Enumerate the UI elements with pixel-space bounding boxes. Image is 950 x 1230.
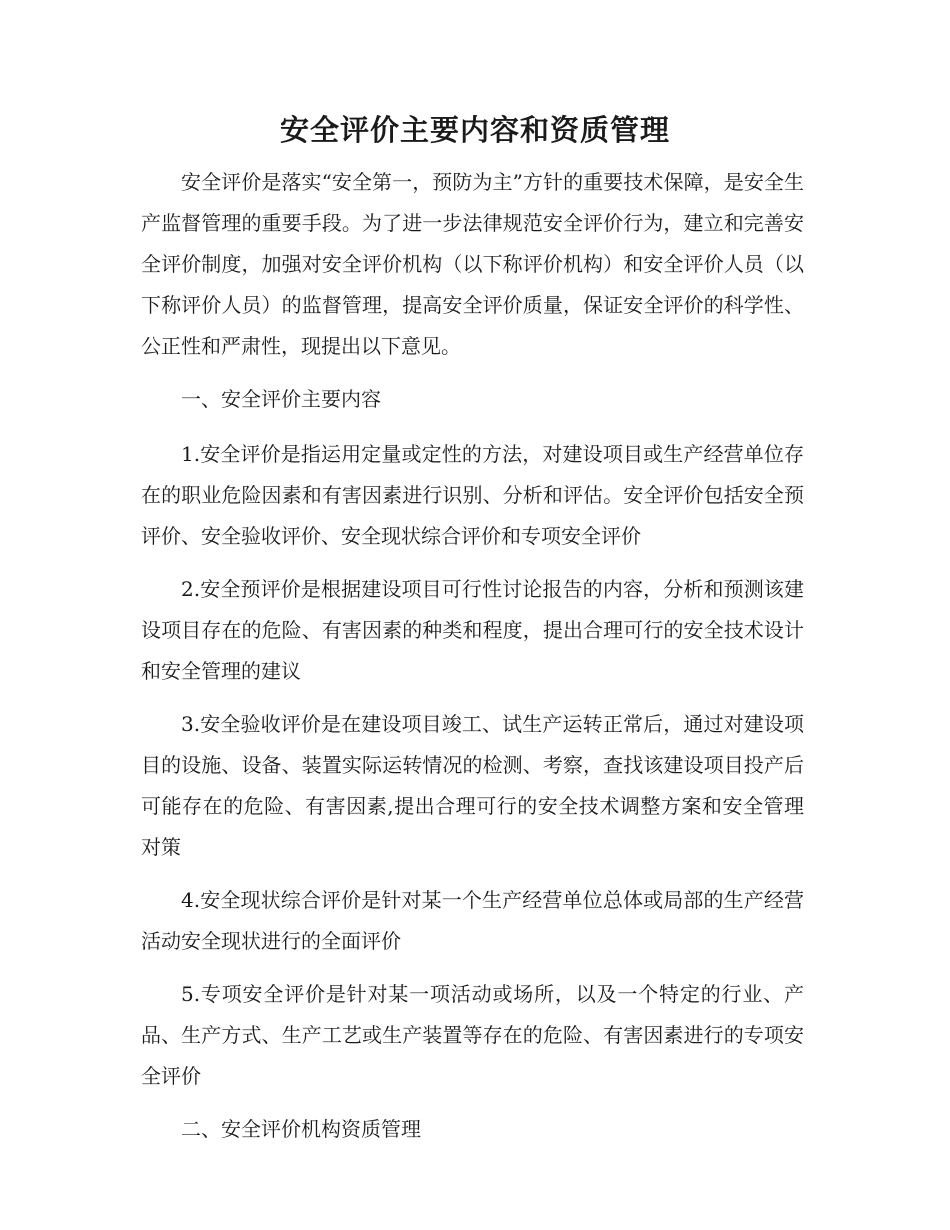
item-paragraph-5: 5.专项安全评价是针对某一项活动或场所，以及一个特定的行业、产品、生产方式、生产工艺或生产装置等存在的危险、有害因素进行的专项安全评价: [141, 982, 804, 1088]
section-heading-2: 二、安全评价机构资质管理: [181, 1117, 421, 1141]
item-paragraph-1: 1.安全评价是指运用定量或定性的方法，对建设项目或生产经营单位存在的职业危险因素和有害因素进行识别、分析和评估。安全评价包括安全预评价、安全验收评价、安全现状综合评价和专项安全评价: [141, 442, 804, 548]
document-body: [141, 162, 804, 1164]
item-paragraph-2: 2.安全预评价是根据建设项目可行性讨论报告的内容，分析和预测该建设项目存在的危险、有害因素的种类和程度，提出合理可行的安全技术设计和安全管理的建议: [141, 577, 804, 683]
item-paragraph-4: 4.安全现状综合评价是针对某一个生产经营单位总体或局部的生产经营活动安全现状进行的全面评价: [141, 888, 804, 953]
section-heading-1: 一、安全评价主要内容: [181, 387, 381, 411]
intro-paragraph: 安全评价是落实“安全第一，预防为主”方针的重要技术保障，是安全生产监督管理的重要手段。为了进一步法律规范安全评价行为，建立和完善安全评价制度，加强对安全评价机构（以下称评价机构）和安全评价人员（以下称评价人员）的监督管理，提高安全评价质量，保证安全评价的科学性、公正性和严肃性，现提出以下意见。: [141, 170, 804, 358]
document-title: 安全评价主要内容和资质管理: [279, 113, 670, 147]
item-paragraph-3: 3.安全验收评价是在建设项目竣工、试生产运转正常后，通过对建设项目的设施、设备、装置实际运转情况的检测、考察，查找该建设项目投产后可能存在的危险、有害因素,提出合理可行的安全技术调整方案和安全管理对策: [141, 712, 804, 859]
